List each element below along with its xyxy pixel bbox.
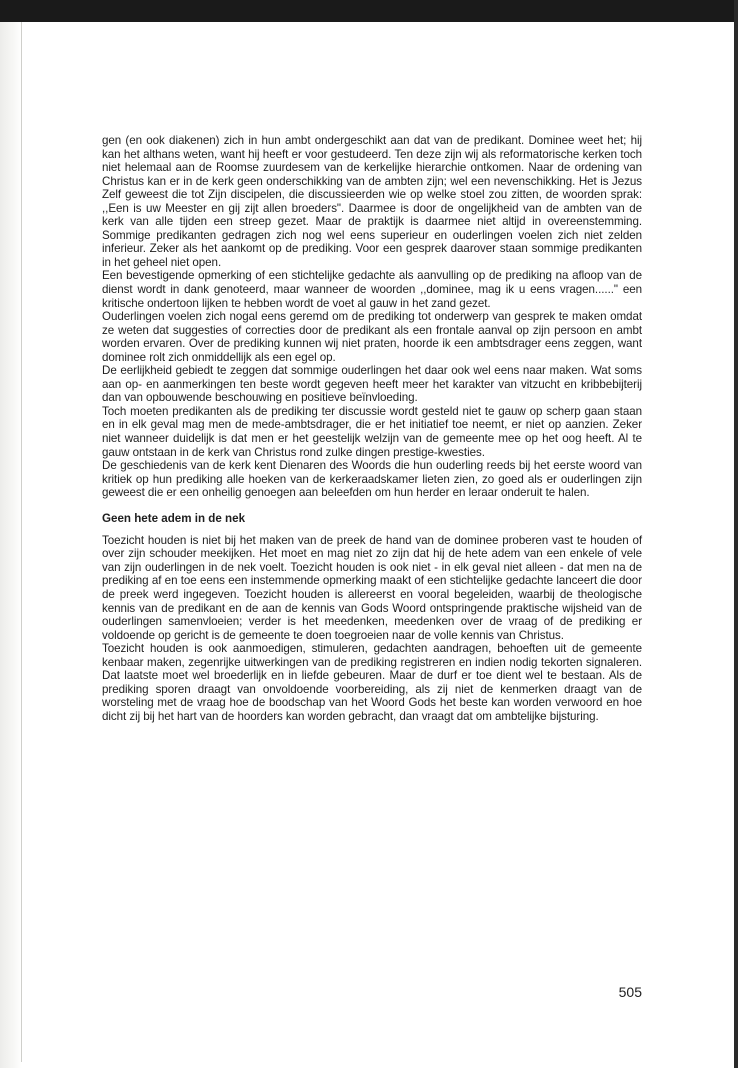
page-number: 505 xyxy=(618,984,642,1000)
page-edge xyxy=(21,22,22,1062)
paragraph: Ouderlingen voelen zich nogal eens geremd om de prediking tot onderwerp van gesprek te maken omdat ze weten dat suggesties of correcties door de predikant als een frontale aanval op zijn persoon en ambt worden ervaren. Over de prediking kunnen wij niet praten, hoorde ik een ambtsdrager eens zeggen, want dominee rolt zich onmiddellijk als een egel op. xyxy=(102,310,642,364)
paragraph: Toch moeten predikanten als de prediking ter discussie wordt gesteld niet te gauw op scherp gaan staan en in elk geval mag men de mede-ambtsdrager, die er het initiatief toe neemt, er niet op aanzien. Zeker niet wanneer duidelijk is dat men er het geestelijk welzijn van de gemeente mee op het oog heeft. Al te gauw ontstaan in de kerk van Christus rond zulke dingen prestige-kwesties. xyxy=(102,404,642,459)
scan-gutter-shadow xyxy=(0,22,22,1068)
paragraph: De eerlijkheid gebiedt te zeggen dat sommige ouderlingen het daar ook wel eens naar maken. Wat soms aan op- en aanmerkingen ten beste wordt gegeven heeft meer het karakter van vitzucht en kribbebijterij dan van opbouwende beschouwing en positieve beïnvloeding. xyxy=(102,364,642,405)
paragraph: Toezicht houden is ook aanmoedigen, stimuleren, gedachten aandragen, behoeften uit de gemeente kenbaar maken, zegenrijke uitwerkingen van de prediking registreren en indien nodig tekorten signaleren. Dat laatste moet wel broederlijk en in liefde gebeuren. Maar de durf er toe dient wel te bestaan. Als de prediking sporen draagt van onvoldoende voorbereiding, als zij niet de kenmerken draagt van de worsteling met de vraag hoe de boodschap van het Woord Gods het beste kan worden verwoord en hoe dicht zij bij het hart van de hoorders kan worden gebracht, dan vraagt dat om ambtelijke bijsturing. xyxy=(102,642,642,723)
section-heading: Geen hete adem in de nek xyxy=(102,511,246,525)
paragraph: Toezicht houden is niet bij het maken van de preek de hand van de dominee proberen vast te houden of over zijn schouder meekijken. Het moet en mag niet zo zijn dat hij de hete adem van een enkele of vele van zijn ouderlingen in de nek voelt. Toezicht houden is ook niet - in elk geval niet alleen - dat men na de prediking af en toe eens een instemmende opmerking maakt of een stichtelijke gedachte lanceert die door de preek werd ingegeven. Toezicht houden is allereerst en vooral begeleiden, waarbij de theologische kennis van de predikant en de aan de kennis van Gods Woord ontspringende praktische wijsheid van de ouderlingen samenvloeien; verder is het meedenken, meedenken over de vraag of de prediking er voldoende op gericht is de gemeente te doen toegroeien naar de volle kennis van Christus. xyxy=(102,533,642,642)
paragraph: Een bevestigende opmerking of een stichtelijke gedachte als aanvulling op de prediking na afloop van de dienst wordt in dank genoteerd, maar wanneer de woorden ,,dominee, mag ik u eens vragen......" een kritische ondertoon lijken te hebben wordt de voet al gauw in het zand gezet. xyxy=(102,269,642,310)
scan-border-top xyxy=(0,0,738,22)
paragraph: De geschiedenis van de kerk kent Dienaren des Woords die hun ouderling reeds bij het eerste woord van kritiek op hun prediking alle hoeken van de kerkeraadskamer lieten zien, zo goed als er ouderlingen zijn geweest die er een onheilig genoegen aan beleefden om hun herder en leraar onderuit te halen. xyxy=(102,459,642,500)
page-body xyxy=(102,134,642,723)
scan-border-right xyxy=(734,0,738,1068)
paragraph: gen (en ook diakenen) zich in hun ambt ondergeschikt aan dat van de predikant. Dominee weet het; hij kan het althans weten, want hij heeft er voor gestudeerd. Ten deze zijn wij als reformatorische kerken toch niet helemaal aan de Roomse zuurdesem van de kerkelijke hierarchie ontkomen. Naar de ordening van Christus kan er in de kerk geen onderschikking van de ambten zijn; wel een nevenschikking. Het is Jezus Zelf geweest die tot Zijn discipelen, die discussieerden wie op welke stoel zou zitten, de woorden sprak: ,,Een is uw Meester en gij zijt allen broeders". Daarmee is door de ongelijkheid van de ambten van de kerk van alle tijden een streep gezet. Maar de praktijk is daarmee niet altijd in overeenstemming. Sommige predikanten gedragen zich nog wel eens superieur en ouderlingen voelen zich niet zelden inferieur. Zeker als het aankomt op de prediking. Voor een gesprek daarover staan sommige predikanten in het geheel niet open. xyxy=(102,134,642,269)
